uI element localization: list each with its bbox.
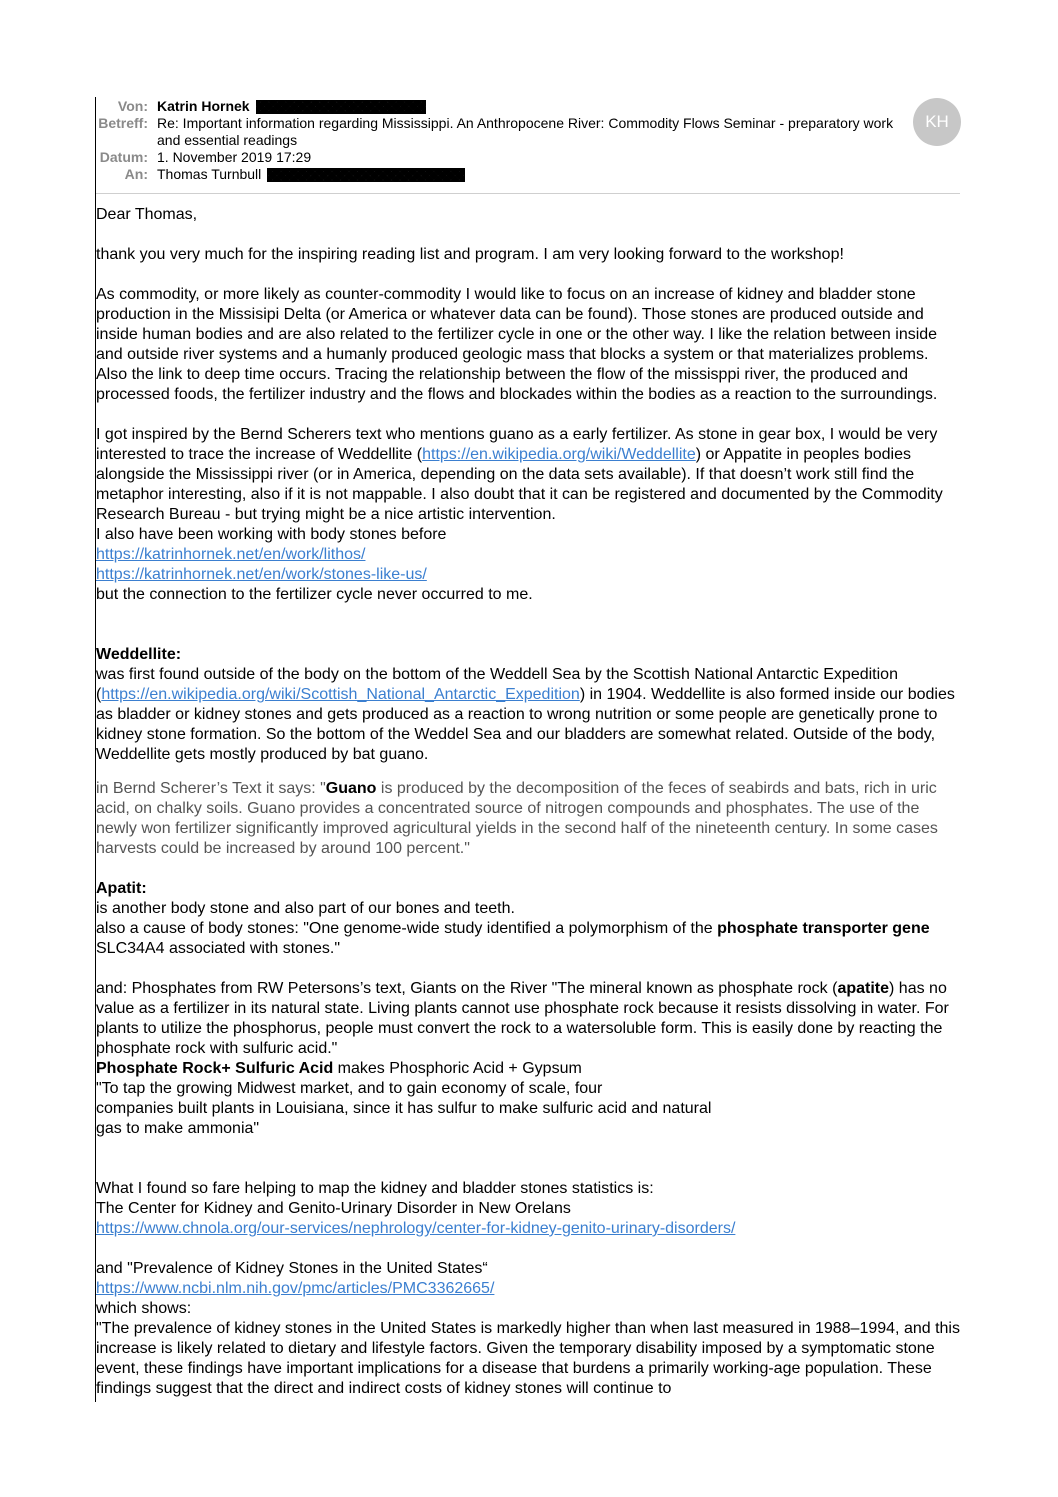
from-label: Von: — [117, 98, 148, 114]
to-value — [157, 166, 907, 183]
text-span: SLC34A4 associated with stones." — [96, 940, 341, 957]
recipient-name: Thomas Turnbull — [157, 166, 262, 182]
to-label: An: — [124, 166, 148, 182]
weddellite-heading — [96, 645, 962, 665]
from-value — [157, 98, 907, 115]
paragraph: I also have been working with body stones before — [96, 526, 447, 543]
paragraph: is another body stone and also part of our bones and teeth. — [96, 900, 515, 917]
paragraph — [96, 665, 962, 765]
quote-paragraph — [96, 779, 962, 859]
sender-avatar: KH — [913, 98, 961, 146]
date-value: 1. November 2019 17:29 — [157, 149, 312, 165]
email-header — [96, 97, 960, 194]
expedition-wiki-link[interactable]: https://en.wikipedia.org/wiki/Scottish_National_Antarctic_Expedition — [101, 686, 580, 703]
paragraph — [96, 425, 962, 525]
heading-text: Apatit: — [96, 880, 147, 897]
weddellite-wiki-link[interactable]: https://en.wikipedia.org/wiki/Weddellite — [422, 446, 696, 463]
bold-text: apatite — [837, 980, 890, 997]
paragraph: What I found so fare helping to map the kidney and bladder stones statistics is: — [96, 1180, 654, 1197]
greeting: Dear Thomas, — [96, 206, 198, 223]
bold-text: Phosphate Rock+ Sulfuric Acid — [96, 1060, 334, 1077]
heading-text: Weddellite: — [96, 646, 182, 663]
paragraph: but the connection to the fertilizer cycle never occurred to me. — [96, 586, 533, 603]
paragraph: As commodity, or more likely as counter-commodity I would like to focus on an increase of kidney and bladder stone production in the Missisipi Delta (or America or whatever data can be found). Those stones are produced outside and inside human bodies and are also related to the fertilizer cycle in one or the other way. I like the relation between inside and outside river systems and a humanly produced geologic mass that blocks a system or that materializes problems. Also the link to deep time occurs. Tracing the relationship between the flow of the missisppi river, the produced and processed foods, the fertilizer industry and the flows and blockades within the bodies as a reaction to the surroundings. — [96, 286, 938, 403]
paragraph — [96, 1059, 962, 1079]
paragraph: thank you very much for the inspiring reading list and program. I am very looking forward to the workshop! — [96, 246, 844, 263]
text-span: ) or Appatite in peoples bodies alongside the Mississippi river (or in America, depending on the data sets available). If that doesn’t work still find the metaphor interesting, also if it is not mappable. I also doubt that it can be registered and documented by the Commodity Research Bureau - but trying might be a nice artistic intervention. — [96, 446, 943, 523]
email-body — [96, 205, 962, 1401]
text-span: also a cause of body stones: "One genome-wide study identified a polymorphism of the — [96, 920, 718, 937]
text-span: was first found outside of the body on the bottom of the Weddell Sea by the Scottish National Antarctic Expedition ( — [96, 666, 898, 703]
quote-line: "To tap the growing Midwest market, and to gain economy of scale, four — [96, 1080, 603, 1097]
bold-text: Guano — [325, 780, 377, 797]
quote-line: companies built plants in Louisiana, since it has sulfur to make sulfuric acid and natural — [96, 1100, 712, 1117]
text-span: ) has no value as a fertilizer in its natural state. Living plants cannot use phosphate rock because it resists dissolving in water. For plants to utilize the phosphorus, people must convert the rock to a watersoluble form. This is easily done by reacting the phosphate rock with sulfuric acid." — [96, 980, 949, 1057]
link-line — [96, 545, 962, 565]
date-label: Datum: — [99, 149, 148, 165]
paragraph: "The prevalence of kidney stones in the United States is markedly higher than when last measured in 1988–1994, and this increase is likely related to dietary and lifestyle factors. Given the temporary disability imposed by a symptomatic stone event, these findings have important implications for a disease that burdens a primarily working-age population. These findings suggest that the direct and indirect costs of kidney stones will continue to — [96, 1320, 960, 1397]
redacted-email-block — [256, 100, 426, 114]
stones-like-us-link[interactable]: https://katrinhornek.net/en/work/stones-like-us/ — [96, 566, 427, 583]
lithos-link[interactable]: https://katrinhornek.net/en/work/lithos/ — [96, 546, 366, 563]
text-span: and: Phosphates from RW Petersons’s text, Giants on the River "The mineral known as phosphate rock ( — [96, 980, 838, 997]
subject-label: Betreff: — [98, 115, 148, 131]
paragraph: and "Prevalence of Kidney Stones in the United States“ — [96, 1260, 488, 1277]
sender-name: Katrin Hornek — [157, 98, 250, 114]
chnola-link[interactable]: https://www.chnola.org/our-services/nephrology/center-for-kidney-genito-urinary-disorders/ — [96, 1220, 736, 1237]
paragraph — [96, 979, 962, 1059]
bold-text: phosphate transporter gene — [717, 920, 930, 937]
text-span: I got inspired by the Bernd Scherers text who mentions guano as a early fertilizer. As stone in gear box, I would be very interested to trace the increase of Weddellite ( — [96, 426, 938, 463]
paragraph: The Center for Kidney and Genito-Urinary Disorder in New Orelans — [96, 1200, 571, 1217]
link-line — [96, 565, 962, 585]
link-line — [96, 1219, 962, 1239]
text-span: makes Phosphoric Acid + Gypsum — [333, 1060, 582, 1077]
ncbi-link[interactable]: https://www.ncbi.nlm.nih.gov/pmc/articles/PMC3362665/ — [96, 1280, 495, 1297]
text-span: ) in 1904. Weddellite is also formed inside our bodies as bladder or kidney stones and gets produced as a reaction to wrong nutrition or some people are genetically prone to kidney stone formation. So the bottom of the Weddel Sea and our bladders are somewhat related. Outside of the body, Weddellite gets mostly produced by bat guano. — [96, 686, 955, 763]
quote-line: gas to make ammonia" — [96, 1120, 260, 1137]
apatit-heading — [96, 879, 962, 899]
link-line — [96, 1279, 962, 1299]
text-span: is produced by the decomposition of the feces of seabirds and bats, rich in uric acid, on chalky soils. Guano provides a concentrated source of nitrogen compounds and phosphates. The use of the newly won fertilizer significantly improved agricultural yields in the second half of the nineteenth century. In some cases harvests could be increased by around 100 percent." — [96, 780, 938, 857]
redacted-email-block — [267, 168, 465, 182]
paragraph — [96, 919, 962, 959]
text-span: in Bernd Scherer’s Text it says: " — [96, 780, 326, 797]
subject-value: Re: Important information regarding Mississippi. An Anthropocene River: Commodity Flows Seminar - preparatory work and essential readings — [157, 115, 894, 148]
paragraph: which shows: — [96, 1300, 192, 1317]
